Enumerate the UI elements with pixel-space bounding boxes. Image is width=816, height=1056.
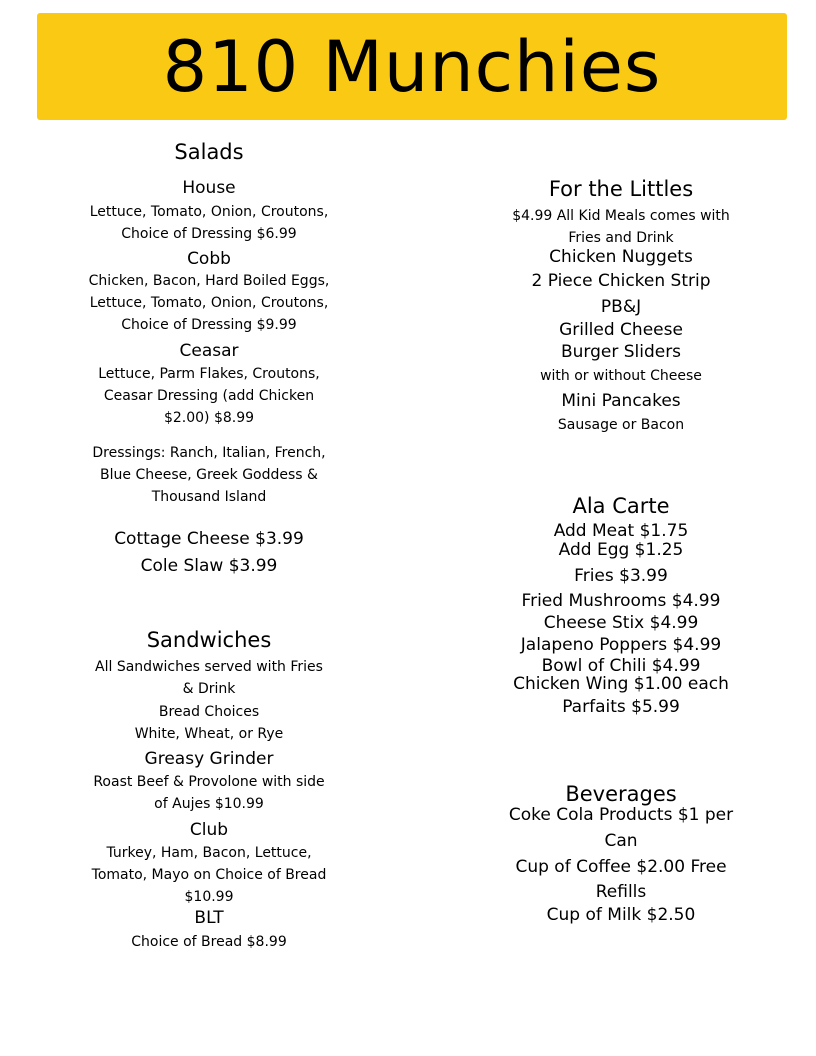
club-name: Club bbox=[189, 820, 229, 840]
cottage-cheese-item: Cottage Cheese $3.99 bbox=[114, 529, 304, 549]
pbj-item: PB&J bbox=[600, 297, 642, 317]
club-desc: Tomato, Mayo on Choice of Bread bbox=[91, 867, 327, 883]
alacarte-item: Bowl of Chili $4.99 bbox=[541, 656, 701, 676]
littles-note: $4.99 All Kid Meals comes with bbox=[512, 208, 730, 224]
cobb-salad-desc: Lettuce, Tomato, Onion, Croutons, bbox=[89, 295, 329, 311]
sandwiches-heading: Sandwiches bbox=[146, 628, 272, 652]
beverages-heading: Beverages bbox=[565, 782, 677, 806]
littles-heading: For the Littles bbox=[548, 177, 694, 201]
alacarte-item: Fries $3.99 bbox=[574, 566, 668, 586]
coffee-item: Cup of Coffee $2.00 Free bbox=[515, 857, 727, 877]
blt-desc: Choice of Bread $8.99 bbox=[131, 934, 287, 950]
mini-pancakes-note: Sausage or Bacon bbox=[557, 417, 685, 433]
littles-note: Fries and Drink bbox=[568, 230, 674, 246]
blt-name: BLT bbox=[194, 908, 224, 928]
chicken-nuggets-item: Chicken Nuggets bbox=[549, 247, 693, 267]
alacarte-item: Jalapeno Poppers $4.99 bbox=[520, 635, 722, 655]
alacarte-item: Cheese Stix $4.99 bbox=[543, 613, 699, 633]
club-desc: $10.99 bbox=[184, 889, 234, 905]
bread-choices-title: Bread Choices bbox=[158, 704, 260, 720]
alacarte-item: Add Egg $1.25 bbox=[558, 540, 684, 560]
house-salad-desc: Lettuce, Tomato, Onion, Croutons, bbox=[89, 204, 329, 220]
coke-item: Can bbox=[604, 831, 638, 851]
burger-sliders-note: with or without Cheese bbox=[540, 368, 702, 384]
milk-item: Cup of Milk $2.50 bbox=[546, 905, 696, 925]
house-salad-name: House bbox=[182, 178, 236, 198]
grilled-cheese-item: Grilled Cheese bbox=[559, 320, 683, 340]
alacarte-item: Fried Mushrooms $4.99 bbox=[521, 591, 721, 611]
title-banner bbox=[37, 13, 787, 120]
alacarte-item: Add Meat $1.75 bbox=[553, 521, 689, 541]
house-salad-desc: Choice of Dressing $6.99 bbox=[121, 226, 297, 242]
club-desc: Turkey, Ham, Bacon, Lettuce, bbox=[106, 845, 312, 861]
bread-choices-list: White, Wheat, or Rye bbox=[134, 726, 284, 742]
mini-pancakes-item: Mini Pancakes bbox=[561, 391, 681, 411]
sandwiches-note: & Drink bbox=[182, 681, 236, 697]
cobb-salad-desc: Choice of Dressing $9.99 bbox=[121, 317, 297, 333]
ceasar-salad-name: Ceasar bbox=[179, 341, 239, 361]
chicken-strip-item: 2 Piece Chicken Strip bbox=[531, 271, 711, 291]
page-title: 810 Munchies bbox=[162, 26, 662, 108]
ceasar-salad-desc: $2.00) $8.99 bbox=[163, 410, 255, 426]
alacarte-item: Parfaits $5.99 bbox=[562, 697, 680, 717]
greasy-grinder-desc: of Aujes $10.99 bbox=[154, 796, 264, 812]
dressings-list: Thousand Island bbox=[151, 489, 267, 505]
alacarte-item: Chicken Wing $1.00 each bbox=[513, 674, 729, 694]
sandwiches-note: All Sandwiches served with Fries bbox=[95, 659, 323, 675]
salads-heading: Salads bbox=[174, 140, 244, 164]
coffee-item: Refills bbox=[595, 882, 647, 902]
greasy-grinder-name: Greasy Grinder bbox=[144, 749, 274, 769]
burger-sliders-item: Burger Sliders bbox=[560, 342, 682, 362]
ceasar-salad-desc: Ceasar Dressing (add Chicken bbox=[103, 388, 315, 404]
cobb-salad-desc: Chicken, Bacon, Hard Boiled Eggs, bbox=[88, 273, 330, 289]
ceasar-salad-desc: Lettuce, Parm Flakes, Croutons, bbox=[98, 366, 320, 382]
greasy-grinder-desc: Roast Beef & Provolone with side bbox=[93, 774, 325, 790]
dressings-list: Blue Cheese, Greek Goddess & bbox=[100, 467, 318, 483]
coke-item: Coke Cola Products $1 per bbox=[508, 805, 734, 825]
cobb-salad-name: Cobb bbox=[187, 249, 231, 269]
dressings-list: Dressings: Ranch, Italian, French, bbox=[92, 445, 326, 461]
alacarte-heading: Ala Carte bbox=[572, 494, 670, 518]
cole-slaw-item: Cole Slaw $3.99 bbox=[140, 556, 278, 576]
